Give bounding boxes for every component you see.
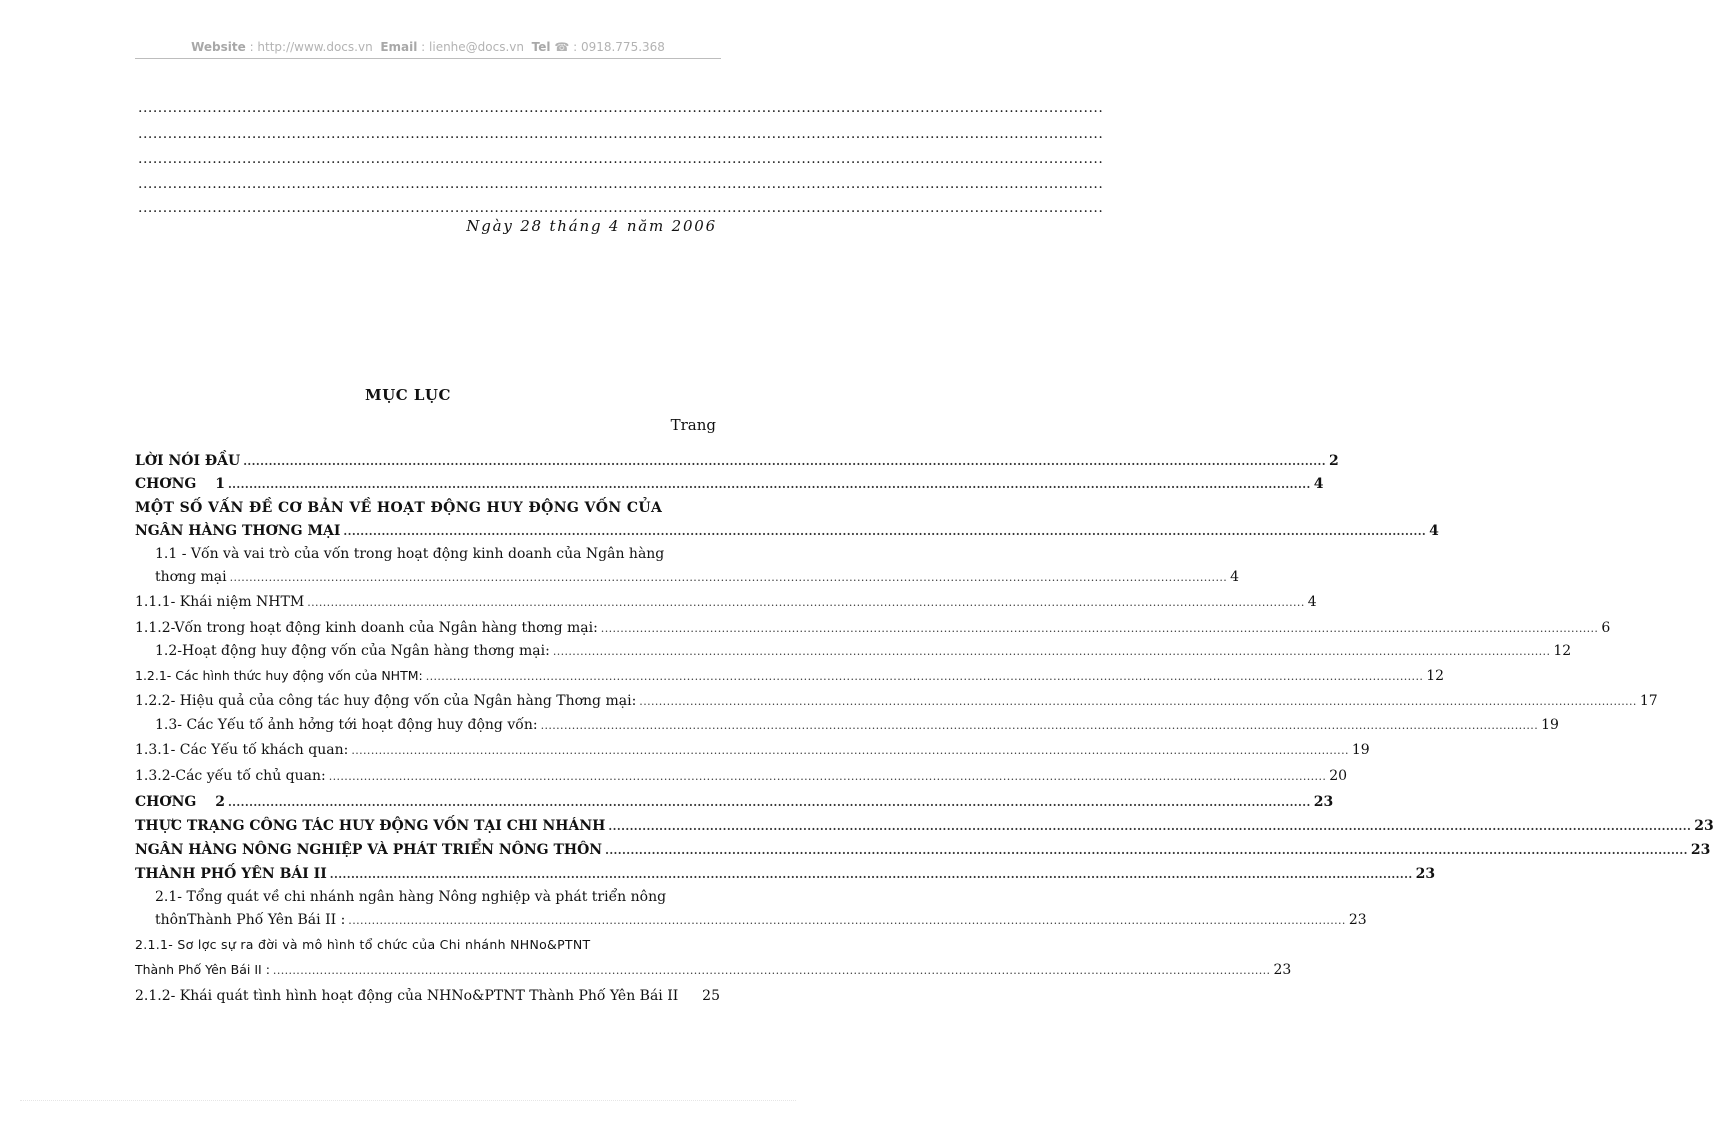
leader-dots: [605, 842, 1688, 860]
toc-entry-page: 23: [1694, 818, 1714, 834]
dotted-line: ...................................................................................................................................................................................................: [138, 176, 1104, 192]
toc-entry-text: 1.2.1- Các hình thức huy động vốn của NHTM:: [135, 668, 423, 683]
toc-entry: [155, 642, 1572, 661]
toc-entry: [135, 793, 1334, 812]
leader-dots: [228, 476, 1311, 494]
toc-entry-text: THỰC TRẠNG CÔNG TÁC HUY ĐỘNG VỐN TẠI CHI NHÁNH: [135, 818, 606, 834]
leader-dots: [329, 768, 1327, 786]
toc-entry: [135, 865, 1436, 884]
leader-dots: [426, 668, 1424, 686]
leader-dots: [348, 912, 1346, 930]
leader-dots: [243, 453, 1326, 471]
toc-entry-page: 4: [1429, 523, 1439, 539]
toc-entry-text: 2.1.2- Khái quát tình hình hoạt động của NHNo&PTNT Thành Phố Yên Bái II: [135, 988, 679, 1004]
toc-entry: [155, 716, 1559, 735]
toc-entry: [135, 741, 1370, 760]
leader-dots: [608, 818, 1691, 836]
toc-entry: [135, 767, 1348, 786]
toc-entry-text: MỘT SỐ VẤN ĐỀ CƠ BẢN VỀ HOẠT ĐỘNG HUY ĐỘNG VỐN CỦA: [135, 500, 663, 516]
website-value: : http://www.docs.vn: [249, 40, 373, 54]
dotted-line: ...................................................................................................................................................................................................: [138, 200, 1104, 216]
toc-entry-text: 1.3.2-Các yếu tố chủ quan:: [135, 768, 326, 784]
toc-entry-text: NGÂN HÀNG THƠNG MẠI: [135, 523, 341, 539]
toc-entry-text: 1.2-Hoạt động huy động vốn của Ngân hàng thơng mại:: [155, 643, 550, 659]
toc-entry-text: 1.3.1- Các Yếu tố khách quan:: [135, 742, 349, 758]
leader-dots: [228, 794, 1311, 812]
toc-entry: [135, 817, 1714, 836]
toc-entry-text: NGÂN HÀNG NÔNG NGHIỆP VÀ PHÁT TRIỂN NÔNG THÔN: [135, 842, 603, 858]
page-bottom-rule: [20, 1100, 796, 1101]
toc-entry-page: 23: [1313, 794, 1334, 810]
toc-entry-text: CHƠNG 1: [135, 476, 225, 492]
toc-entry-page: 23: [1415, 866, 1436, 882]
toc-entry: [135, 452, 1339, 471]
toc-entry-page: 4: [1307, 594, 1317, 610]
toc-entry: [155, 545, 720, 563]
toc-entry-page: 20: [1329, 768, 1348, 784]
toc-entry-page: 23: [1273, 962, 1292, 978]
page-header: [135, 40, 721, 54]
toc-entry-text: LỜI NÓI ĐẦU: [135, 453, 241, 469]
toc-entry-page: 6: [1601, 620, 1611, 636]
toc-entry: [135, 692, 1658, 711]
leader-dots: [343, 523, 1426, 541]
leader-dots: [330, 866, 1413, 884]
toc-entry-page: 4: [1230, 569, 1240, 585]
toc-entry: [135, 841, 1711, 860]
toc-entry-text: THÀNH PHỐ YÊN BÁI II: [135, 866, 327, 882]
toc-entry: [155, 911, 1367, 930]
website-label: Website: [191, 40, 246, 54]
toc-entry-text: 2.1- Tổng quát về chi nhánh ngân hàng Nông nghiệp và phát triển nông: [155, 889, 667, 905]
toc-entry-page: 12: [1426, 668, 1445, 684]
tel-value: ☎ : 0918.775.368: [554, 40, 665, 54]
toc-entry-text: 1.2.2- Hiệu quả của công tác huy động vốn của Ngân hàng Thơng mại:: [135, 693, 637, 709]
toc-entry-text: thơng mại: [155, 569, 227, 585]
date-line: Ngày 28 tháng 4 năm 2006: [466, 217, 717, 235]
toc-entry-text: 1.3- Các Yếu tố ảnh hởng tới hoạt động huy động vốn:: [155, 717, 538, 733]
toc-entry-page: 19: [1351, 742, 1370, 758]
leader-dots: [230, 569, 1228, 587]
toc-entry-page: 19: [1541, 717, 1559, 733]
toc-entry-text: 2.1.1- Sơ lợc sự ra đời và mô hình tổ chức của Chi nhánh NHNo&PTNT: [135, 937, 591, 952]
toc-entry-page: 17: [1639, 693, 1658, 709]
toc-entry-page: 23: [1348, 912, 1367, 928]
toc-entry: [135, 499, 720, 517]
toc-entry-text: 1.1.1- Khái niệm NHTM: [135, 594, 305, 610]
toc-entry-text: CHƠNG 2: [135, 794, 225, 810]
toc-entry-text: 1.1.2-Vốn trong hoạt động kinh doanh của Ngân hàng thơng mại:: [135, 620, 598, 636]
toc-entry: [135, 936, 720, 954]
toc-entry-page: 4: [1313, 476, 1324, 492]
toc-entry-text: Thành Phố Yên Bái II :: [135, 962, 270, 977]
leader-dots: [601, 620, 1599, 638]
toc-entry-page: 25: [702, 988, 720, 1004]
toc-entry: [135, 961, 1292, 980]
page-column-label: Trang: [670, 416, 716, 434]
toc-entry: [135, 987, 720, 1005]
email-value: : lienhe@docs.vn: [421, 40, 525, 54]
leader-dots: [351, 742, 1349, 760]
leader-dots: [553, 643, 1551, 661]
leader-dots: [541, 717, 1539, 735]
toc-entry: [135, 593, 1317, 612]
toc-entry: [135, 522, 1439, 541]
dotted-line: ...................................................................................................................................................................................................: [138, 100, 1104, 116]
toc-entry-page: 2: [1328, 453, 1339, 469]
email-label: Email: [380, 40, 418, 54]
leader-dots: [273, 962, 1271, 980]
toc-entry: [155, 888, 720, 906]
toc-entry: [155, 568, 1240, 587]
leader-dots: [639, 693, 1637, 711]
toc-entry: [135, 475, 1324, 494]
header-rule: [135, 58, 721, 59]
toc-entry-page: 12: [1553, 643, 1572, 659]
leader-dots: [307, 594, 1305, 612]
toc-title: MỤC LỤC: [365, 386, 451, 404]
tel-label: Tel: [531, 40, 551, 54]
dotted-line: ...................................................................................................................................................................................................: [138, 126, 1104, 142]
toc-entry-text: thônThành Phố Yên Bái II :: [155, 912, 346, 928]
toc-entry-page: 23: [1690, 842, 1711, 858]
toc-entry: [135, 667, 1445, 686]
toc-entry-text: 1.1 - Vốn và vai trò của vốn trong hoạt động kinh doanh của Ngân hàng: [155, 546, 665, 562]
toc-entry: [135, 619, 1611, 638]
dotted-line: ...................................................................................................................................................................................................: [138, 151, 1104, 167]
